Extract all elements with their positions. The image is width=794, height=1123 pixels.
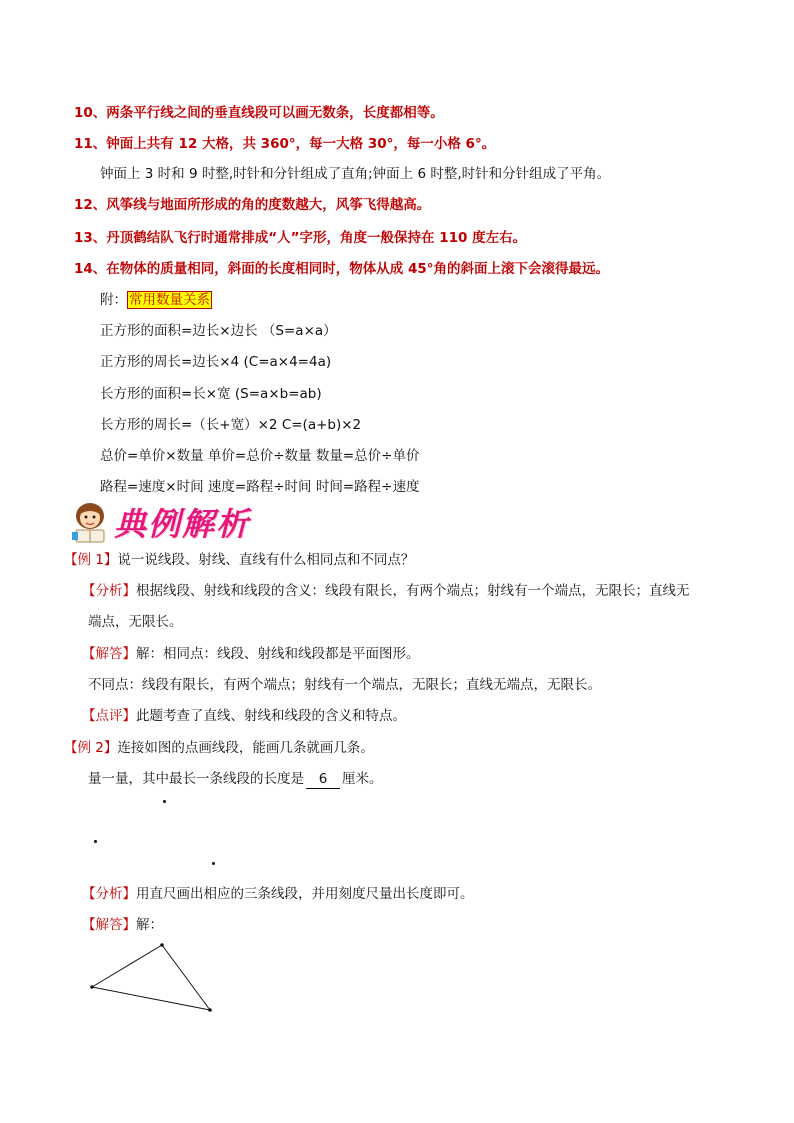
point-13: [74, 229, 526, 247]
girl-reading-icon: [70, 500, 110, 544]
segment-top-left: [92, 945, 162, 987]
banner-title: 典例解析: [114, 505, 251, 543]
formula-square-area: 正方形的面积=边长×边长 （S=a×a）: [100, 323, 337, 339]
triangle-figure: [80, 935, 230, 1025]
point-11-sub: 钟面上 3 时和 9 时整,时针和分针组成了直角;钟面上 6 时整,时针和分针组成了平角。: [100, 166, 611, 182]
point-number: 12、: [74, 197, 107, 213]
section-banner: [70, 500, 250, 544]
vertex-left: [90, 985, 94, 989]
example-1-analysis: [82, 582, 690, 600]
point-14: [74, 260, 609, 278]
example-2-analysis: [82, 885, 474, 903]
appendix-highlight: 常用数量关系: [129, 292, 210, 308]
point-number: 14、: [74, 261, 107, 277]
point-top: [163, 800, 166, 803]
analysis-label: 【分析】: [82, 583, 136, 599]
analysis-text: 用直尺画出相应的三条线段，并用刻度尺量出长度即可。: [136, 886, 474, 902]
segment-left-right: [92, 987, 210, 1010]
formula-distance: 路程=速度×时间 速度=路程÷时间 时间=路程÷速度: [100, 479, 420, 495]
comment-text: 此题考查了直线、射线和线段的含义和特点。: [136, 708, 406, 724]
answer-label: 【解答】: [82, 917, 136, 933]
answer-label: 【解答】: [82, 646, 136, 662]
example-2-question: [64, 739, 374, 757]
point-text: 钟面上共有 12 大格，共 360°，每一大格 30°，每一小格 6°。: [106, 136, 496, 152]
appendix-prefix: 附：: [100, 292, 127, 308]
analysis-text: 根据线段、射线和线段的含义：线段有限长，有两个端点；射线有一个端点，无限长；直线无: [136, 583, 690, 599]
measure-suffix: 厘米。: [342, 771, 383, 787]
example-1-question: [64, 551, 414, 569]
example-1-answer-cont: 不同点：线段有限长，有两个端点；射线有一个端点，无限长；直线无端点，无限长。: [88, 677, 601, 693]
measure-prefix: 量一量，其中最长一条线段的长度是: [88, 771, 304, 787]
vertex-top: [160, 943, 164, 947]
measure-answer-blank: 6: [306, 770, 340, 789]
formula-rect-area: 长方形的面积=长×宽 (S=a×b=ab): [100, 386, 322, 402]
point-text: 两条平行线之间的垂直线段可以画无数条，长度都相等。: [106, 105, 444, 121]
point-text: 在物体的质量相同，斜面的长度相同时，物体从成 45°角的斜面上滚下会滚得最远。: [106, 261, 610, 277]
example-1-label: 【例 1】: [64, 552, 118, 568]
example-2-measure: [88, 770, 383, 789]
point-right: [212, 862, 215, 865]
point-text: 风筝线与地面所形成的角的度数越大，风筝飞得越高。: [106, 197, 431, 213]
answer-text: 解：: [136, 917, 163, 933]
example-2-label: 【例 2】: [64, 740, 118, 756]
point-number: 11、: [74, 136, 107, 152]
segment-top-right: [162, 945, 210, 1010]
formula-rect-perimeter: 长方形的周长=（长+宽）×2 C=(a+b)×2: [100, 417, 362, 433]
point-number: 10、: [74, 105, 107, 121]
point-left: [94, 840, 97, 843]
point-10: [74, 104, 444, 122]
answer-text: 解：相同点：线段、射线和线段都是平面图形。: [136, 646, 420, 662]
formula-square-perimeter: 正方形的周长=边长×4 (C=a×4=4a): [100, 354, 332, 370]
example-1-comment: [82, 707, 406, 725]
vertex-right: [208, 1008, 212, 1012]
point-11: [74, 135, 495, 153]
analysis-label: 【分析】: [82, 886, 136, 902]
example-1-answer: [82, 645, 420, 663]
example-1-analysis-cont: 端点，无限长。: [88, 614, 183, 630]
appendix-heading: [100, 291, 212, 309]
example-2-text: 连接如图的点画线段，能画几条就画几条。: [117, 740, 374, 756]
point-text: 丹顶鹤结队飞行时通常排成“人”字形，角度一般保持在 110 度左右。: [106, 230, 527, 246]
comment-label: 【点评】: [82, 708, 136, 724]
formula-price: 总价=单价×数量 单价=总价÷数量 数量=总价÷单价: [100, 448, 420, 464]
example-2-answer: [82, 916, 163, 934]
point-12: [74, 196, 430, 214]
example-1-text: 说一说线段、射线、直线有什么相同点和不同点？: [117, 552, 415, 568]
point-number: 13、: [74, 230, 107, 246]
